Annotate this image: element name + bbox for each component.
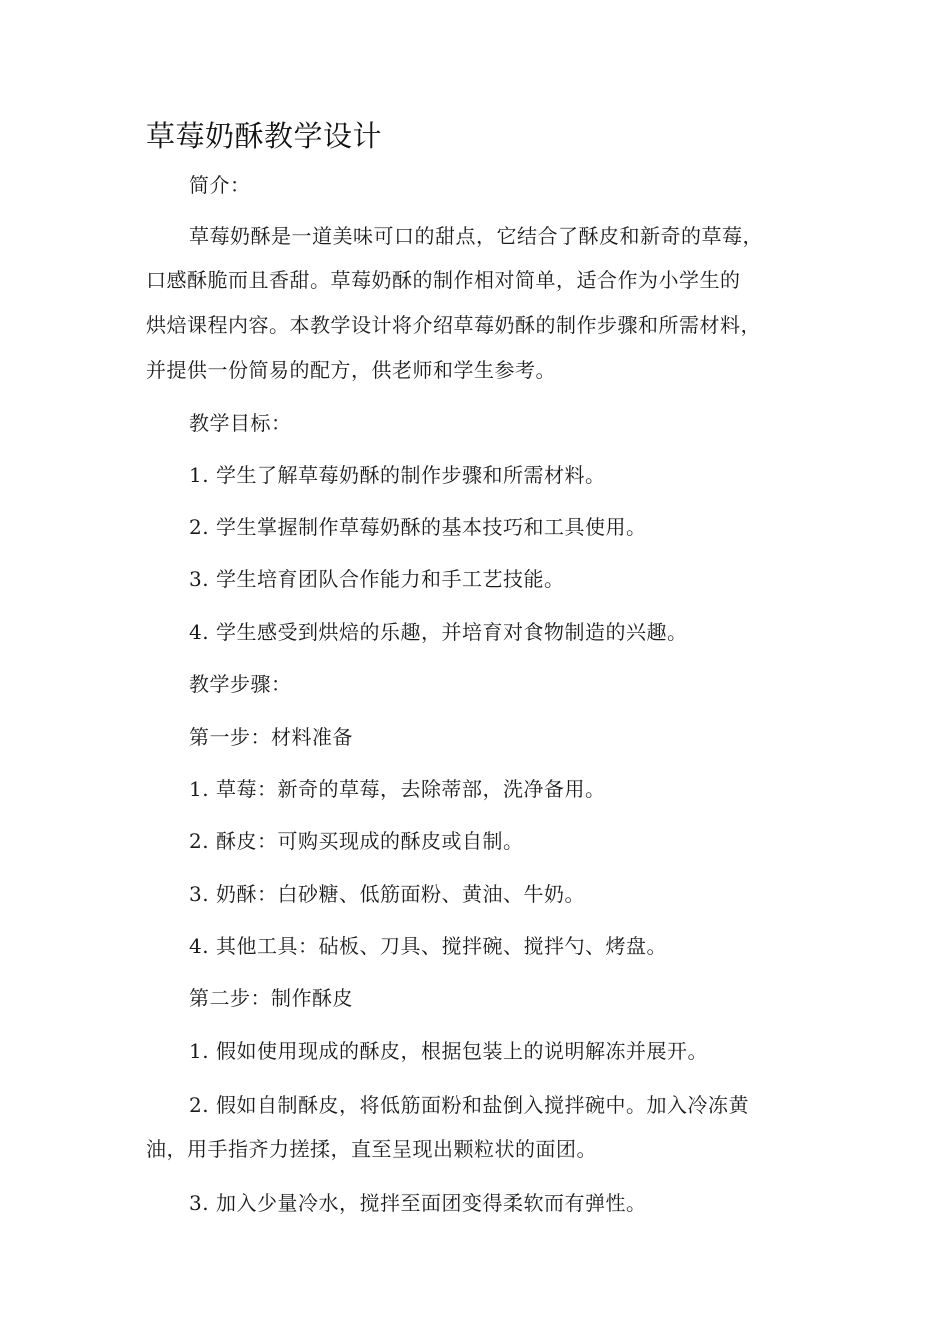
step2-heading: 第二步：制作酥皮 (189, 986, 353, 1010)
objective-item: 3. 学生培育团队合作能力和手工艺技能。 (189, 567, 565, 591)
objective-item: 4. 学生感受到烘焙的乐趣，并培育对食物制造的兴趣。 (189, 620, 688, 644)
objective-item: 2. 学生掌握制作草莓奶酥的基本技巧和工具使用。 (189, 515, 647, 539)
objective-item: 1. 学生了解草莓奶酥的制作步骤和所需材料。 (189, 463, 606, 487)
step2-item: 2. 假如自制酥皮，将低筋面粉和盐倒入搅拌碗中。加入冷冻黄 (189, 1093, 749, 1117)
step1-item: 3. 奶酥：白砂糖、低筋面粉、黄油、牛奶。 (189, 882, 585, 906)
step1-heading: 第一步：材料准备 (189, 725, 353, 749)
step1-item: 4. 其他工具：砧板、刀具、搅拌碗、搅拌勺、烤盘。 (189, 934, 667, 958)
step1-item: 1. 草莓：新奇的草莓，去除蒂部，洗净备用。 (189, 777, 606, 801)
objectives-heading: 教学目标： (189, 411, 292, 435)
intro-line: 口感酥脆而且香甜。草莓奶酥的制作相对简单，适合作为小学生的 (146, 268, 741, 292)
intro-line: 草莓奶酥是一道美味可口的甜点，它结合了酥皮和新奇的草莓， (189, 224, 763, 248)
step2-item: 1. 假如使用现成的酥皮，根据包装上的说明解冻并展开。 (189, 1039, 708, 1063)
intro-heading: 简介： (189, 173, 251, 197)
document-title: 草莓奶酥教学设计 (146, 119, 383, 153)
intro-line: 烘焙课程内容。本教学设计将介绍草莓奶酥的制作步骤和所需材料， (146, 313, 761, 337)
step2-item: 3. 加入少量冷水，搅拌至面团变得柔软而有弹性。 (189, 1191, 647, 1215)
steps-heading: 教学步骤： (189, 672, 292, 696)
intro-line: 并提供一份简易的配方，供老师和学生参考。 (146, 358, 556, 382)
step2-item-continued: 油，用手指齐力搓揉，直至呈现出颗粒状的面团。 (146, 1137, 597, 1161)
step1-item: 2. 酥皮：可购买现成的酥皮或自制。 (189, 829, 524, 853)
